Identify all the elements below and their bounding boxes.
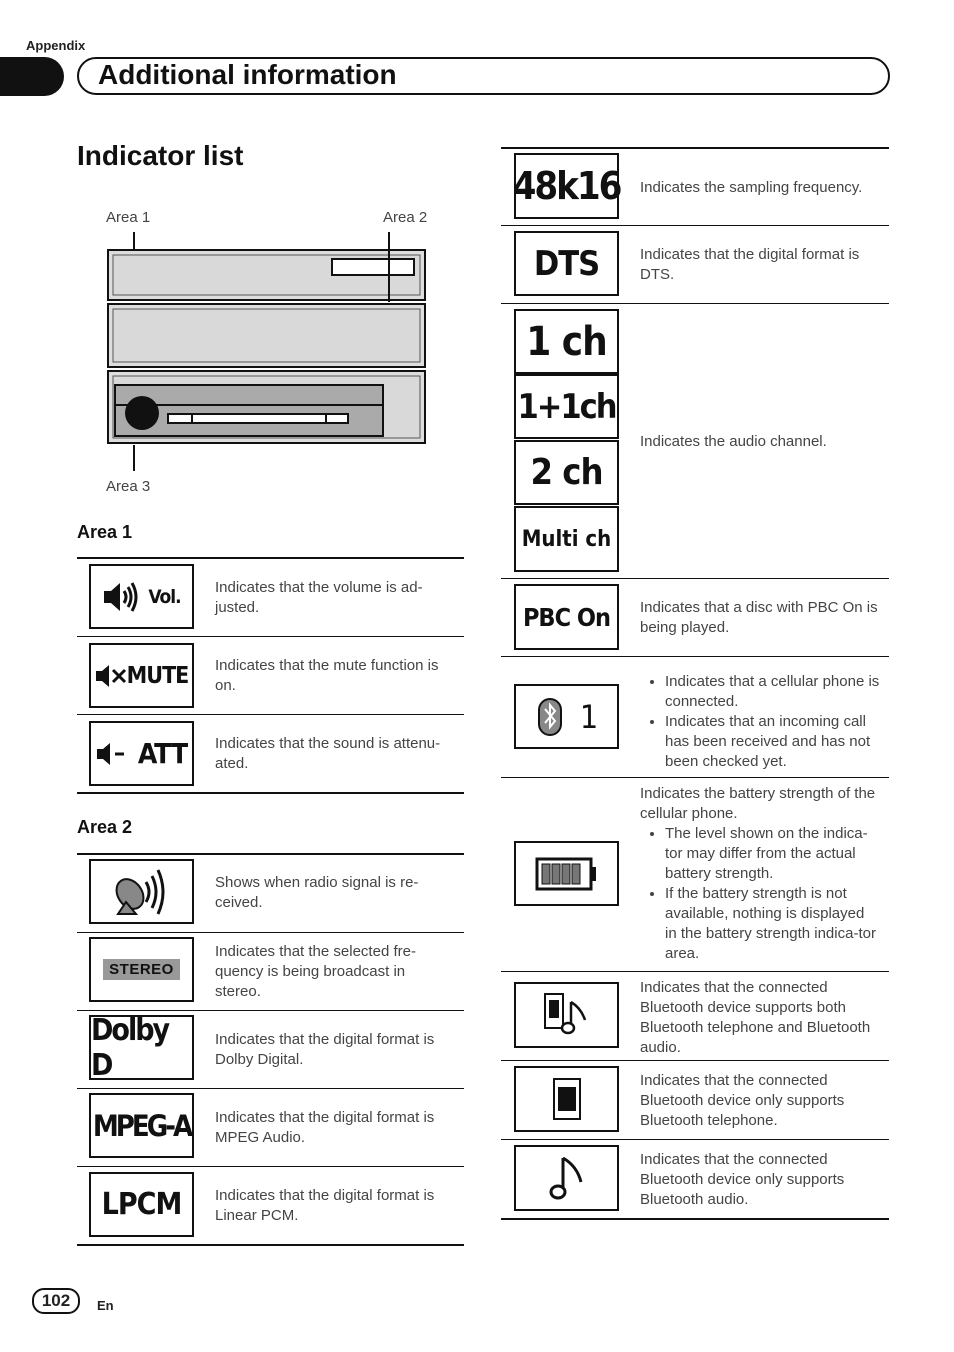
- pbc-indicator: [514, 584, 619, 650]
- mpeg-description: Indicates that the digital format is MPEG Audio.: [215, 1109, 435, 1146]
- channel-2ch-indicator: [514, 440, 619, 505]
- dts-description: Indicates that the digital format is DTS.: [640, 246, 860, 283]
- phone-and-music-icon: [541, 990, 593, 1040]
- speaker-attenuate-icon: [96, 739, 128, 769]
- battery-indicator: [514, 841, 619, 906]
- battery-intro: Indicates the battery strength of the cellular phone.: [640, 785, 876, 822]
- table-rule: [77, 1166, 464, 1167]
- table-rule: [77, 792, 464, 794]
- page-number: 102: [32, 1288, 80, 1314]
- channel-multich-indicator: [514, 506, 619, 572]
- display-diagram: [100, 228, 440, 478]
- volume-indicator: [89, 564, 194, 629]
- mute-label: MUTE: [126, 662, 189, 689]
- music-note-icon: [547, 1152, 587, 1204]
- battery-description: [640, 784, 880, 964]
- area3-label: Area 3: [106, 478, 151, 495]
- dolby-label: Dolby D: [91, 1012, 169, 1083]
- mpeg-label: MPEG-A: [92, 1108, 191, 1143]
- table-rule: [77, 557, 464, 559]
- bt-audio-description: Indicates that the connected Bluetooth device only supports Bluetooth audio.: [640, 1151, 845, 1208]
- dolby-description: Indicates that the digital format is Dolby Digital.: [215, 1031, 435, 1068]
- dts-label: DTS: [533, 243, 600, 284]
- table-rule: [501, 1060, 889, 1061]
- area2-heading: Area 2: [77, 817, 133, 837]
- phone-only-icon: [550, 1075, 584, 1123]
- lpcm-label: LPCM: [101, 1187, 182, 1222]
- phone-indicator: [514, 684, 619, 749]
- language-label: En: [97, 1298, 114, 1313]
- table-rule: [77, 1010, 464, 1011]
- lpcm-indicator: [89, 1172, 194, 1237]
- chapter-tab: [0, 57, 64, 96]
- section-title: Indicator list: [77, 140, 244, 171]
- table-rule: [501, 578, 889, 579]
- channel-1ch-indicator: [514, 309, 619, 374]
- bt-phone-description: Indicates that the connected Bluetooth device only supports Bluetooth telephone.: [640, 1072, 845, 1129]
- mpeg-indicator: [89, 1093, 194, 1158]
- area1-label: Area 1: [106, 209, 151, 226]
- phone-bullet: • Indicates that an incoming call has been received and has not been checked yet.: [665, 712, 880, 772]
- att-indicator: [89, 721, 194, 786]
- table-rule: [77, 1244, 464, 1246]
- table-rule: [501, 656, 889, 657]
- phone-description: [640, 672, 880, 772]
- pbc-label: PBC On: [522, 602, 611, 632]
- radio-signal-icon: [112, 866, 172, 918]
- mute-indicator: [89, 643, 194, 708]
- sampling-label: 48k16: [512, 164, 621, 208]
- area1-heading: Area 1: [77, 522, 133, 542]
- bt-audio-indicator: [514, 1145, 619, 1211]
- lpcm-description: Indicates that the digital format is Linear PCM.: [215, 1187, 435, 1224]
- channel-description: Indicates the audio channel.: [640, 433, 827, 450]
- bt-both-indicator: [514, 982, 619, 1048]
- radio-signal-description: Shows when radio signal is re-ceived.: [215, 874, 419, 911]
- table-rule: [501, 225, 889, 226]
- table-rule: [77, 932, 464, 933]
- area2-label: Area 2: [383, 209, 428, 226]
- dts-indicator: [514, 231, 619, 296]
- stereo-description: Indicates that the selected fre-quency is being broadcast in stereo.: [215, 943, 416, 1000]
- table-rule: [501, 971, 889, 972]
- battery-icon: [535, 855, 599, 893]
- sampling-indicator: [514, 153, 619, 219]
- vol-label: Vol.: [148, 585, 181, 608]
- bt-both-description: Indicates that the connected Bluetooth device supports both Bluetooth telephone and Bluetooth audio.: [640, 979, 871, 1056]
- table-rule: [77, 1088, 464, 1089]
- sampling-description: Indicates the sampling frequency.: [640, 179, 863, 196]
- table-rule: [77, 714, 464, 715]
- table-rule: [501, 1218, 889, 1220]
- phone-bullet: • Indicates that a cellular phone is connected.: [665, 672, 880, 712]
- battery-bullet: • If the battery strength is not available, nothing is displayed in the battery strength indica-tor area.: [665, 884, 880, 964]
- channel-multich-label: Multi ch: [521, 526, 612, 552]
- battery-bullet: • The level shown on the indica-tor may differ from the actual battery strength.: [665, 824, 880, 884]
- pbc-description: Indicates that a disc with PBC On is being played.: [640, 599, 878, 636]
- mute-description: Indicates that the mute function is on.: [215, 657, 439, 694]
- table-rule: [501, 147, 889, 149]
- stereo-label: STEREO: [103, 959, 180, 980]
- channel-1plus1ch-label: 1+1ch: [517, 386, 616, 427]
- table-rule: [77, 636, 464, 637]
- page-header-title: Additional information: [98, 59, 397, 90]
- channel-1ch-label: 1 ch: [526, 318, 607, 365]
- bluetooth-phone-icon: [536, 695, 586, 739]
- appendix-label: Appendix: [26, 38, 86, 53]
- table-rule: [501, 303, 889, 304]
- table-rule: [501, 777, 889, 778]
- att-description: Indicates that the sound is attenu-ated.: [215, 735, 441, 772]
- speaker-mute-icon: [95, 661, 127, 691]
- att-label: ATT: [137, 737, 188, 770]
- table-rule: [77, 853, 464, 855]
- speaker-volume-icon: [102, 579, 140, 615]
- phone-digit: 1: [579, 697, 598, 736]
- bt-phone-indicator: [514, 1066, 619, 1132]
- stereo-indicator: [89, 937, 194, 1002]
- channel-1plus1ch-indicator: [514, 374, 619, 439]
- dolby-indicator: [89, 1012, 194, 1083]
- radio-signal-indicator: [89, 859, 194, 924]
- table-rule: [501, 1139, 889, 1140]
- channel-2ch-label: 2 ch: [530, 452, 603, 493]
- volume-description: Indicates that the volume is ad-justed.: [215, 579, 423, 616]
